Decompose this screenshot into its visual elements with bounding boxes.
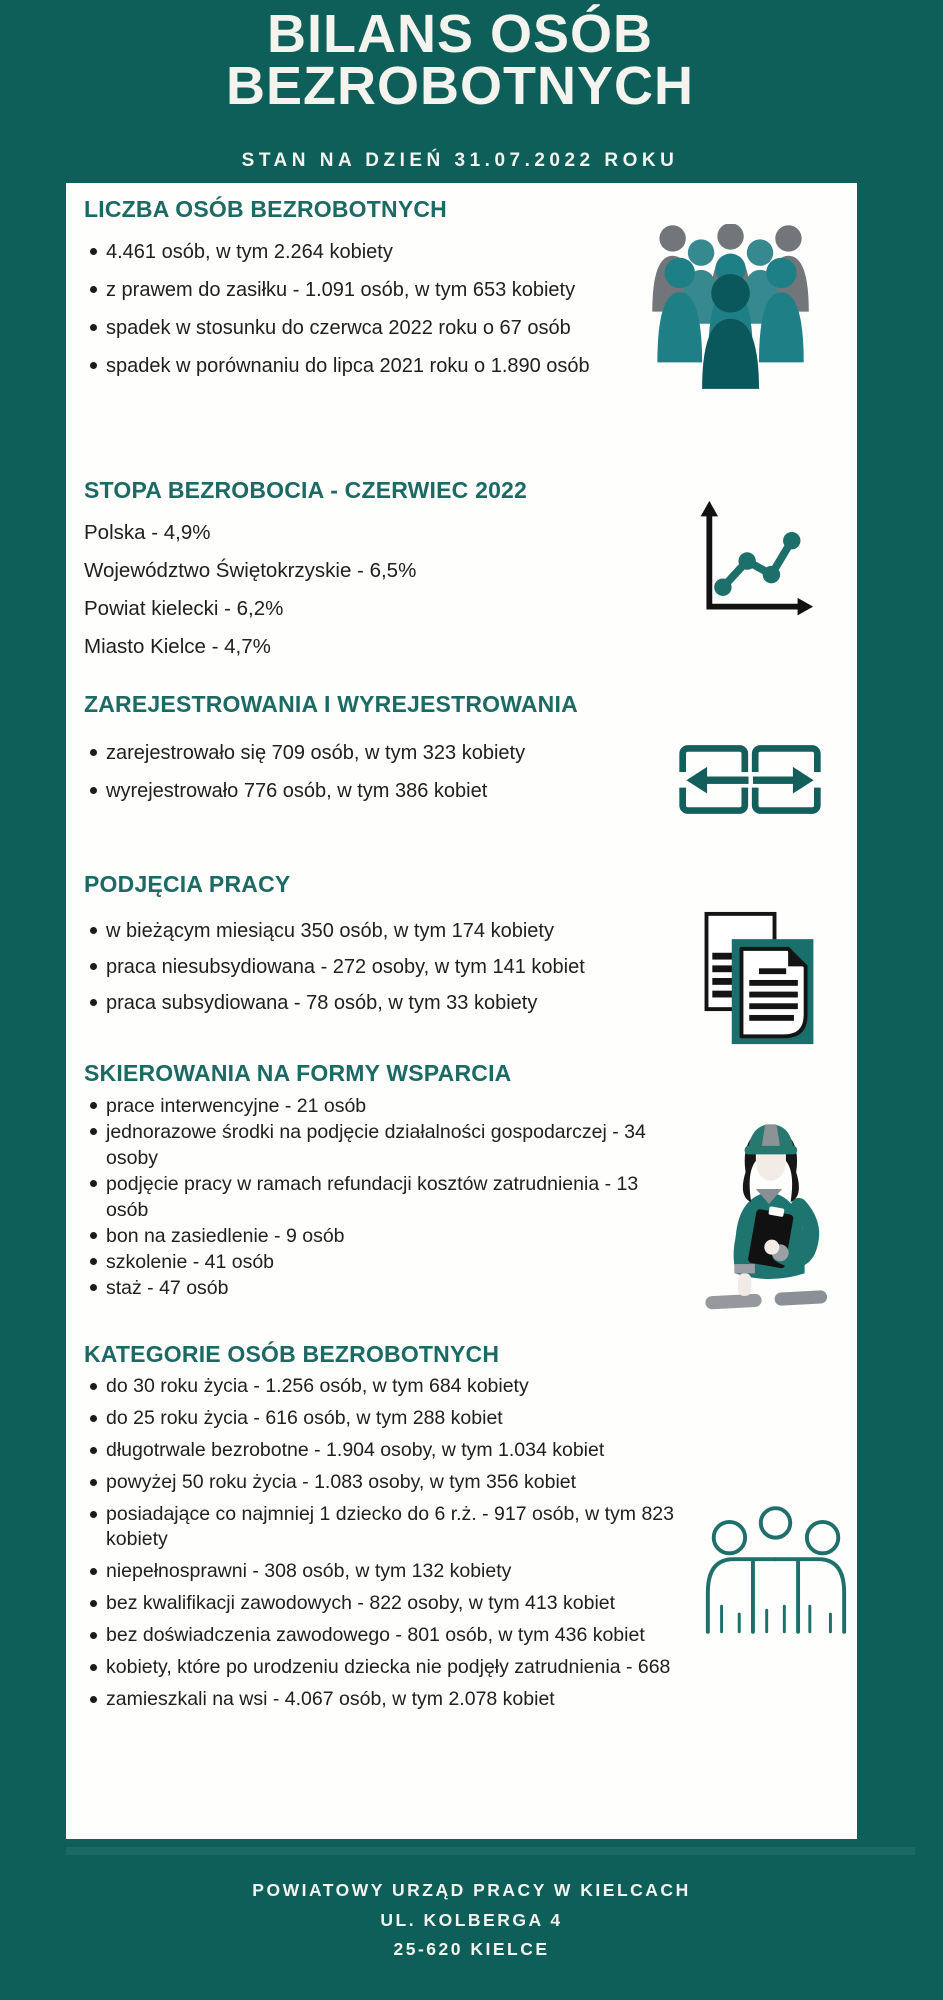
bullet-item: wyrejestrowało 776 osób, w tym 386 kobiet: [106, 778, 644, 804]
footer-line-3: 25-620 KIELCE: [393, 1939, 550, 1959]
bullet-item: kobiety, które po urodzeniu dziecka nie podjęły zatrudnienia - 668: [106, 1655, 694, 1680]
bullet-item: jednorazowe środki na podjęcie działalności gospodarczej - 34 osoby: [106, 1119, 676, 1171]
bullet-item: prace interwencyjne - 21 osób: [106, 1093, 676, 1119]
section-title: PODJĘCIA PRACY: [84, 871, 291, 897]
bullet-item: staż - 47 osób: [106, 1275, 676, 1301]
bullet-item: posiadające co najmniej 1 dziecko do 6 r.ż. - 917 osób, w tym 823 kobiety: [106, 1502, 694, 1552]
bullet-list: [84, 918, 664, 1016]
bullet-item: bez doświadczenia zawodowego - 801 osób, w tym 436 kobiet: [106, 1623, 694, 1648]
page-title-line1: BILANS OSÓB: [266, 4, 654, 64]
footer: [0, 1876, 943, 1965]
bullet-item: w bieżącym miesiącu 350 osób, w tym 174 kobiety: [106, 918, 664, 944]
stat-line: Miasto Kielce - 4,7%: [84, 635, 271, 658]
bullet-item: zamieszkali na wsi - 4.067 osób, w tym 2.078 kobiet: [106, 1687, 694, 1712]
footer-line-2: UL. KOLBERGA 4: [380, 1909, 563, 1930]
section-podjecia-pracy: [84, 871, 664, 1026]
bullet-list: [84, 740, 644, 804]
stat-line: Polska - 4,9%: [84, 521, 211, 544]
engineer-woman-icon: [694, 1098, 844, 1326]
stat-lines: [84, 520, 684, 660]
page-subtitle: STAN NA DZIEŃ 31.07.2022 ROKU: [241, 150, 679, 171]
section-rejestracje: [84, 691, 644, 816]
bullet-item: do 30 roku życia - 1.256 osób, w tym 684 kobiety: [106, 1374, 694, 1399]
section-title: LICZBA OSÓB BEZROBOTNYCH: [84, 196, 447, 222]
bullet-item: zarejestrowało się 709 osób, w tym 323 kobiety: [106, 740, 644, 766]
section-skierowania: [84, 1060, 676, 1301]
stat-line: Powiat kielecki - 6,2%: [84, 597, 284, 620]
bullet-item: spadek w porównaniu do lipca 2021 roku o 1.890 osób: [106, 353, 644, 379]
line-chart-icon: [688, 496, 816, 628]
bullet-item: bez kwalifikacji zawodowych - 822 osoby, w tym 413 kobiet: [106, 1591, 694, 1616]
page-title: [0, 4, 920, 116]
bullet-item: praca niesubsydiowana - 272 osoby, w tym 141 kobiet: [106, 954, 664, 980]
accent-strip: [66, 1847, 915, 1855]
bullet-item: niepełnosprawni - 308 osób, w tym 132 kobiety: [106, 1559, 694, 1584]
bullet-item: powyżej 50 roku życia - 1.083 osoby, w tym 356 kobiet: [106, 1470, 694, 1495]
bullet-item: podjęcie pracy w ramach refundacji kosztów zatrudnienia - 13 osób: [106, 1171, 676, 1223]
bullet-item: praca subsydiowana - 78 osób, w tym 33 kobiety: [106, 990, 664, 1016]
bullet-list: [84, 239, 644, 379]
section-liczba-osob: [84, 196, 644, 391]
bullet-item: bon na zasiedlenie - 9 osób: [106, 1223, 676, 1249]
page-title-line2: BEZROBOTNYCH: [226, 56, 694, 116]
bullet-item: spadek w stosunku do czerwca 2022 roku o 67 osób: [106, 315, 644, 341]
section-title: STOPA BEZROBOCIA - CZERWIEC 2022: [84, 477, 528, 503]
bullet-list: [84, 1374, 694, 1712]
bullet-item: z prawem do zasiłku - 1.091 osób, w tym 653 kobiety: [106, 277, 644, 303]
section-stopa-bezrobocia: [84, 477, 684, 672]
stat-line: Województwo Świętokrzyskie - 6,5%: [84, 559, 417, 582]
footer-line-1: POWIATOWY URZĄD PRACY W KIELCACH: [252, 1880, 691, 1900]
people-crowd-icon: [634, 224, 822, 389]
bullet-item: 4.461 osób, w tym 2.264 kobiety: [106, 239, 644, 265]
documents-icon: [698, 910, 818, 1048]
bullet-item: do 25 roku życia - 616 osób, w tym 288 kobiet: [106, 1406, 694, 1431]
group-outline-icon: [700, 1503, 852, 1635]
section-title: KATEGORIE OSÓB BEZROBOTNYCH: [84, 1341, 500, 1367]
section-title: SKIEROWANIA NA FORMY WSPARCIA: [84, 1060, 512, 1086]
bullet-list: [84, 1093, 676, 1301]
in-out-arrows-icon: [676, 736, 824, 820]
bullet-item: szkolenie - 41 osób: [106, 1249, 676, 1275]
section-title: ZAREJESTROWANIA I WYREJESTROWANIA: [84, 691, 578, 717]
section-kategorie: [84, 1341, 694, 1719]
bullet-item: długotrwale bezrobotne - 1.904 osoby, w tym 1.034 kobiet: [106, 1438, 694, 1463]
